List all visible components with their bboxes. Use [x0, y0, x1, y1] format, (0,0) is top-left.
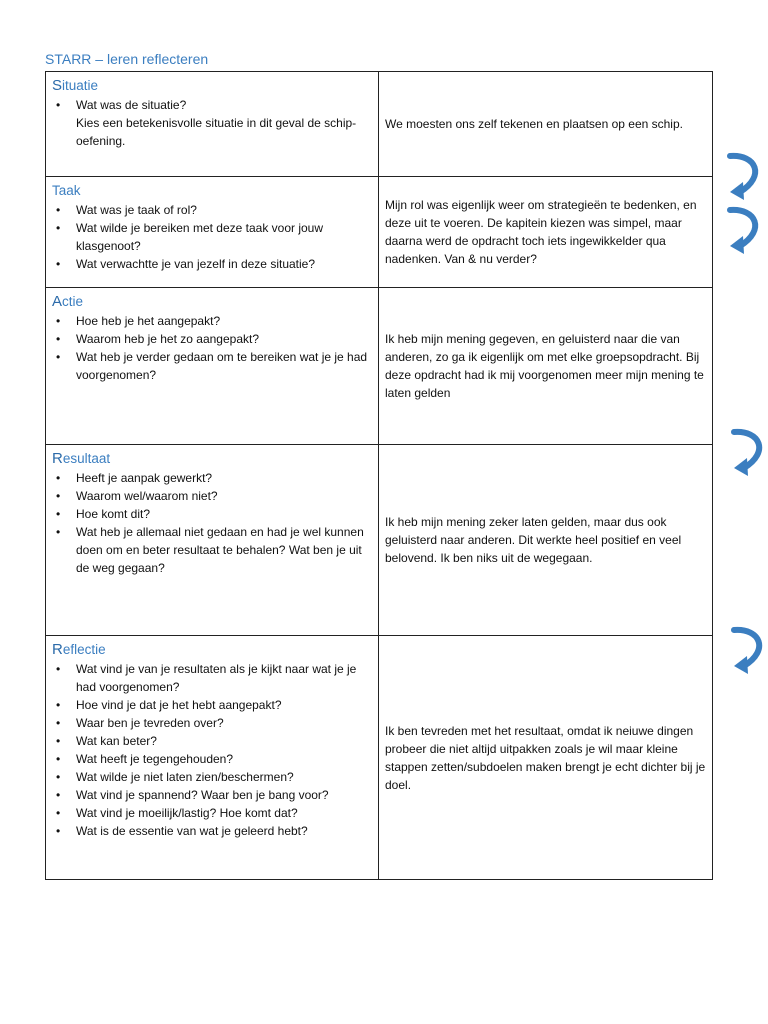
answer-cell — [379, 445, 713, 636]
question-item: • Wat vind je van je resultaten als je kijkt naar wat je je had voorgenomen? — [52, 660, 372, 696]
question-item: • Wat kan beter? — [52, 732, 372, 750]
question-text: Wat was de situatie? Kies een betekenisvolle situatie in dit geval de schip-oefening. — [76, 98, 357, 148]
question-list — [52, 312, 372, 384]
curved-arrow-icon — [730, 624, 768, 676]
question-item: • Wat wilde je niet laten zien/beschermen? — [52, 768, 372, 786]
question-item: • Hoe komt dit? — [52, 505, 372, 523]
answer-text: Ik heb mijn mening gegeven, en geluisterd naar die van anderen, zo ga ik eigenlijk om met elke groepsopdracht. Bij deze opdracht had ik mij voorgenomen meer mijn mening te laten gelden — [385, 332, 704, 400]
question-item: • Hoe vind je dat je het hebt aangepakt? — [52, 696, 372, 714]
question-item: • Wat was je taak of rol? — [52, 201, 372, 219]
answer-text: Ik heb mijn mening zeker laten gelden, maar dus ook geluisterd naar anderen. Dit werkte heel positief en veel belovend. Ik ben niks uit de wegegaan. — [385, 515, 682, 565]
curved-arrow-icon — [726, 204, 766, 256]
answer-cell — [379, 72, 713, 177]
question-item: • Wat is de essentie van wat je geleerd hebt? — [52, 822, 372, 840]
table-row — [46, 288, 713, 445]
section-heading: Actie — [52, 293, 84, 310]
question-item: • Heeft je aanpak gewerkt? — [52, 469, 372, 487]
section-heading: Situatie — [52, 77, 99, 94]
answer-text: Mijn rol was eigenlijk weer om strategieën te bedenken, en deze uit te voeren. De kapitein kiezen was simpel, maar daarna werd de opdracht toch iets ingewikkelder qua nadenken. Van & nu verder? — [385, 198, 697, 266]
section-heading: Taak — [52, 183, 81, 198]
question-item: • Wat heeft je tegengehouden? — [52, 750, 372, 768]
starr-table — [45, 71, 713, 880]
answer-cell — [379, 288, 713, 445]
table-row — [46, 636, 713, 880]
section-resultaat — [46, 445, 379, 636]
answer-cell — [379, 177, 713, 288]
curved-arrow-icon — [730, 426, 768, 478]
question-item: • Waarom heb je het zo aangepakt? — [52, 330, 372, 348]
table-row — [46, 72, 713, 177]
question-item: • Wat vind je moeilijk/lastig? Hoe komt dat? — [52, 804, 372, 822]
section-heading: Reflectie — [52, 641, 106, 658]
question-item: • Wat verwachtte je van jezelf in deze situatie? — [52, 255, 372, 273]
table-row — [46, 177, 713, 288]
question-list — [52, 660, 372, 840]
question-item — [52, 96, 372, 150]
answer-text: Ik ben tevreden met het resultaat, omdat ik neiuwe dingen probeer die niet altijd uitpakken zoals je wil maar kleine stappen zetten/subdoelen maken brengt je echt dichter bij je doel. — [385, 723, 706, 792]
section-situatie — [46, 72, 379, 177]
section-actie — [46, 288, 379, 445]
question-item: • Hoe heb je het aangepakt? — [52, 312, 372, 330]
section-heading: Resultaat — [52, 450, 111, 467]
question-item: • Wat heb je allemaal niet gedaan en had je wel kunnen doen om en beter resultaat te behalen? Wat ben je uit de weg gegaan? — [52, 523, 372, 577]
document-title: STARR – leren reflecteren — [45, 51, 209, 67]
section-taak — [46, 177, 379, 288]
question-list — [52, 469, 372, 577]
question-item: • Wat heb je verder gedaan om te bereiken wat je je had voorgenomen? — [52, 348, 372, 384]
table-row — [46, 445, 713, 636]
question-list — [52, 201, 372, 273]
curved-arrow-icon — [726, 150, 766, 202]
question-item: • Waarom wel/waarom niet? — [52, 487, 372, 505]
question-item: • Wat vind je spannend? Waar ben je bang voor? — [52, 786, 372, 804]
answer-text: We moesten ons zelf tekenen en plaatsen op een schip. — [385, 117, 683, 131]
answer-cell — [379, 636, 713, 880]
question-list — [52, 96, 372, 150]
question-item: • Waar ben je tevreden over? — [52, 714, 372, 732]
section-reflectie — [46, 636, 379, 880]
question-item: • Wat wilde je bereiken met deze taak voor jouw klasgenoot? — [52, 219, 372, 255]
